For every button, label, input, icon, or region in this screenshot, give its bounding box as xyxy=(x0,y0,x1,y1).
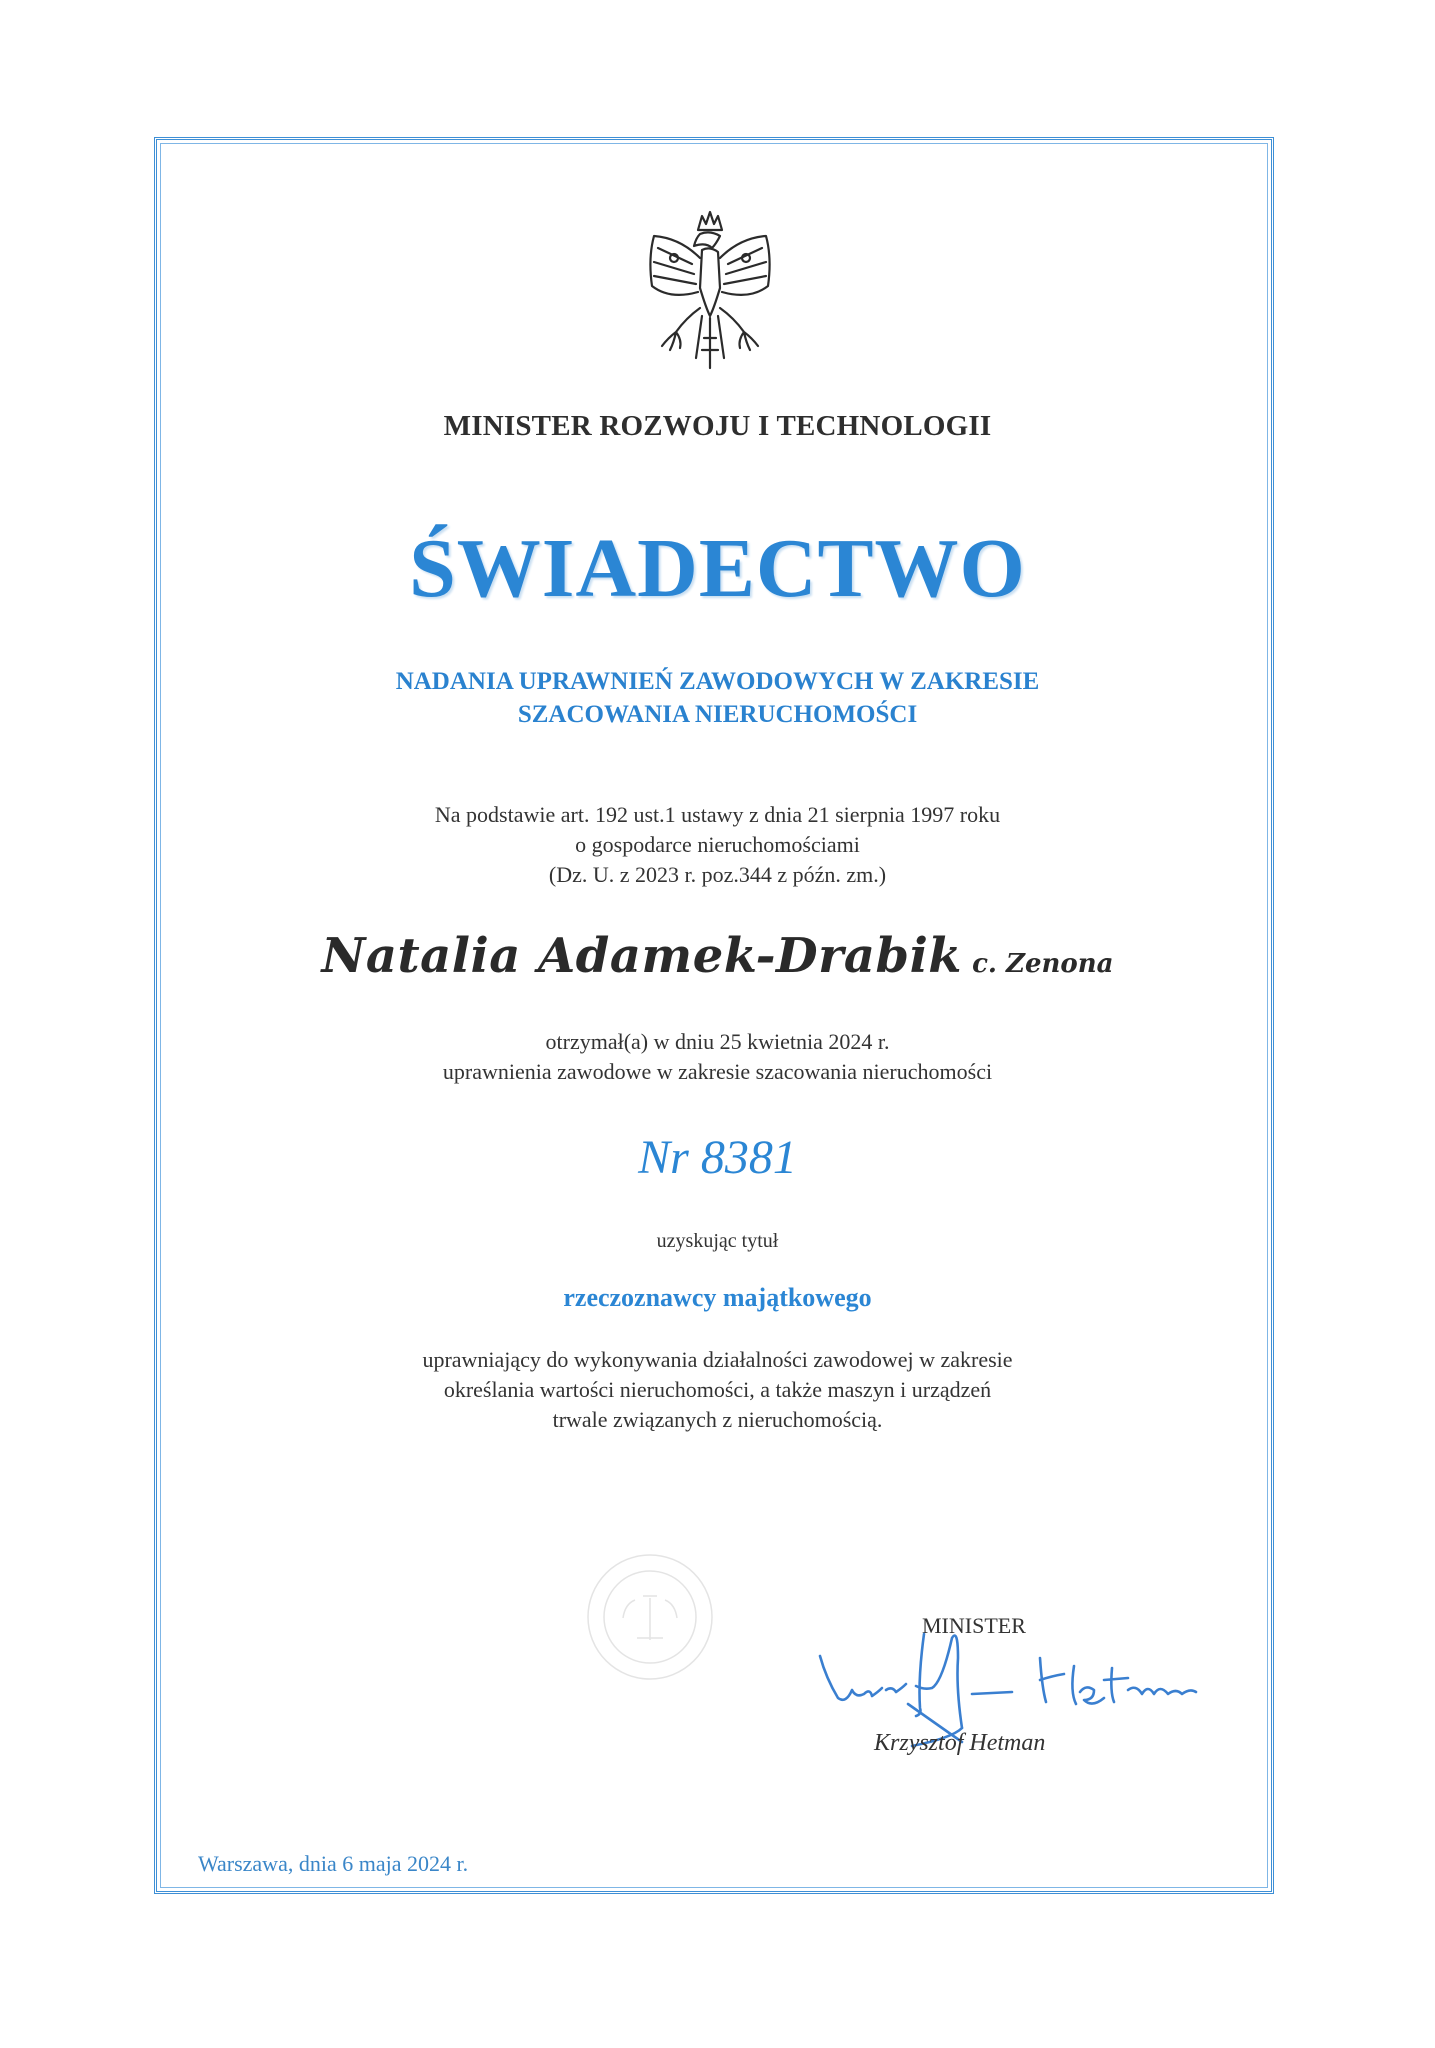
title-intro: uzyskując tytuł xyxy=(656,1230,779,1252)
legal-basis xyxy=(0,800,1435,890)
place-and-date: Warszawa, dnia 6 maja 2024 r. xyxy=(198,1851,469,1876)
signatory-name: Krzysztof Hetman xyxy=(874,1730,1046,1756)
scope-line-3: trwale związanych z nieruchomością. xyxy=(552,1407,883,1432)
embossed-ministry-seal-icon xyxy=(585,1552,715,1682)
recipient xyxy=(0,928,1435,984)
subtitle-line-1: NADANIA UPRAWNIEŃ ZAWODOWYCH W ZAKRESIE xyxy=(395,668,1040,695)
scope-of-rights xyxy=(0,1345,1435,1435)
issuer-heading: MINISTER ROZWOJU I TECHNOLOGII xyxy=(443,410,992,442)
legal-basis-line-1: Na podstawie art. 192 ust.1 ustawy z dnia 21 sierpnia 1997 roku xyxy=(434,802,1001,827)
scope-line-2: określania wartości nieruchomości, a także maszyn i urządzeń xyxy=(443,1377,992,1402)
recipient-name: Natalia Adamek-Drabik xyxy=(321,928,963,984)
scope-line-1: uprawniający do wykonywania działalności zawodowej w zakresie xyxy=(422,1347,1013,1372)
professional-title: rzeczoznawcy majątkowego xyxy=(563,1283,872,1312)
received-line-2: uprawnienia zawodowe w zakresie szacowania nieruchomości xyxy=(442,1059,993,1084)
received-statement xyxy=(0,1027,1435,1087)
certificate-number: Nr 8381 xyxy=(638,1131,797,1184)
recipient-father-name: c. Zenona xyxy=(972,949,1114,979)
legal-basis-line-3: (Dz. U. z 2023 r. poz.344 z późn. zm.) xyxy=(548,862,887,887)
certificate-subtitle xyxy=(0,665,1435,731)
subtitle-line-2: SZACOWANIA NIERUCHOMOŚCI xyxy=(517,701,918,728)
legal-basis-line-2: o gospodarce nieruchomościami xyxy=(575,832,860,857)
polish-eagle-emblem-icon xyxy=(640,208,780,376)
received-line-1: otrzymał(a) w dniu 25 kwietnia 2024 r. xyxy=(545,1029,890,1054)
certificate-title: ŚWIADECTWO xyxy=(409,522,1026,615)
signatory-title: MINISTER xyxy=(922,1613,1026,1638)
